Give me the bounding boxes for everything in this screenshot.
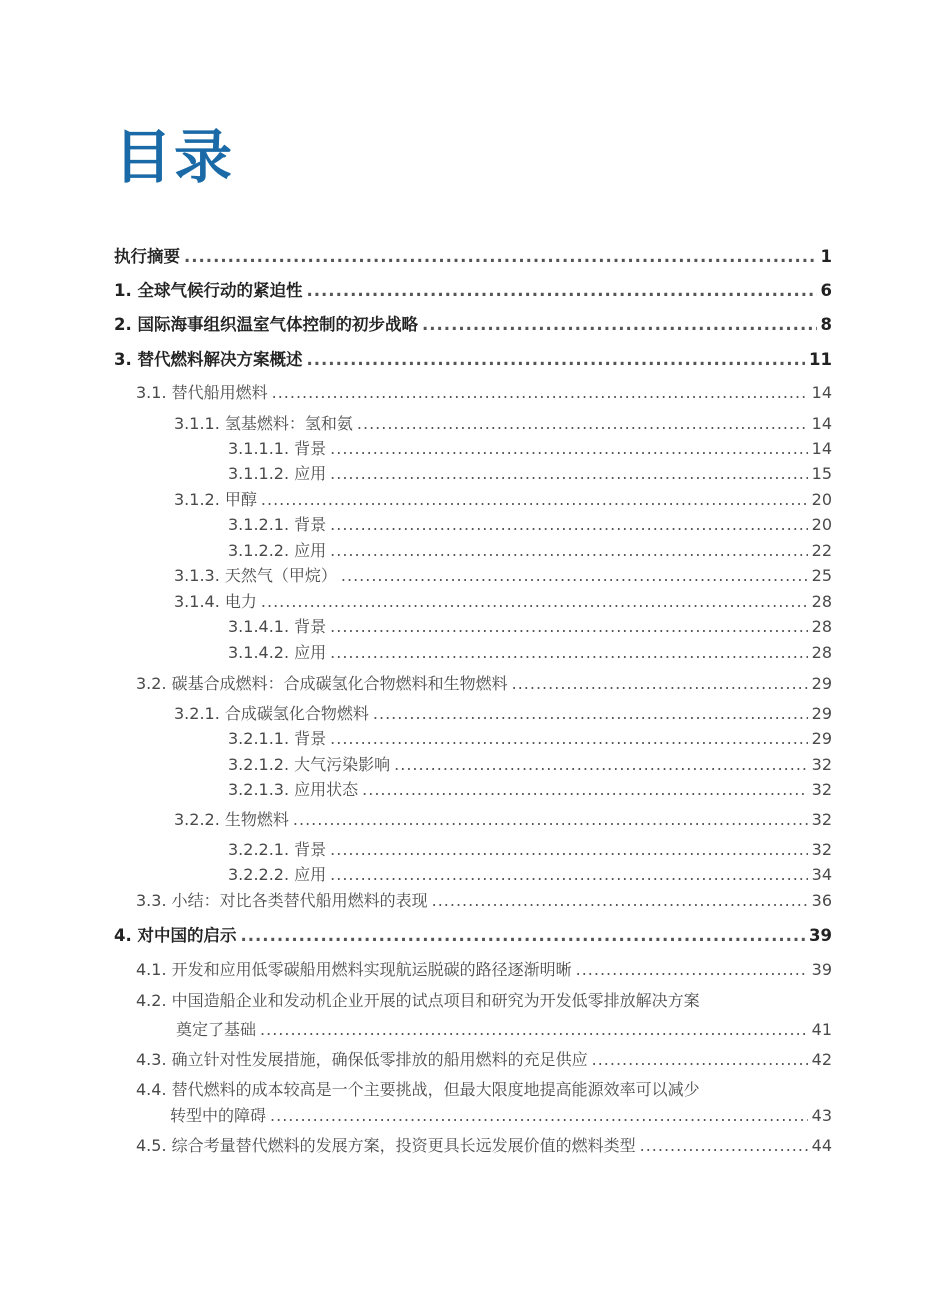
toc-leader-dots bbox=[330, 730, 807, 748]
toc-entry-page: 32 bbox=[811, 810, 832, 829]
toc-entry-label: 3.2.1.1. 背景 bbox=[228, 729, 327, 748]
toc-entry[interactable] bbox=[136, 675, 832, 693]
toc-leader-dots bbox=[432, 892, 808, 910]
toc-leader-dots bbox=[261, 491, 808, 509]
toc-entry-page: 22 bbox=[811, 541, 832, 560]
toc-leader-dots bbox=[330, 866, 807, 884]
toc-entry-label: 3.2.2. 生物燃料 bbox=[174, 810, 289, 829]
toc-entry-page: 14 bbox=[811, 383, 832, 402]
toc-entry-label: 3.2.1.3. 应用状态 bbox=[228, 780, 359, 799]
toc-entry-label: 4.3. 确立针对性发展措施，确保低零排放的船用燃料的充足供应 bbox=[136, 1050, 588, 1069]
toc-entry[interactable] bbox=[174, 705, 832, 723]
toc-entry[interactable] bbox=[228, 516, 832, 534]
toc-entry-label: 3.1.1. 氢基燃料：氢和氨 bbox=[174, 414, 353, 433]
toc-entry-page: 29 bbox=[811, 729, 832, 748]
toc-entry-page: 28 bbox=[811, 617, 832, 636]
toc-entry-label: 3.1.4.2. 应用 bbox=[228, 643, 327, 662]
toc-entry[interactable] bbox=[170, 1107, 832, 1125]
toc-leader-dots bbox=[260, 1021, 808, 1039]
toc-entry[interactable] bbox=[176, 1021, 832, 1039]
toc-entry[interactable] bbox=[228, 465, 832, 483]
toc-leader-dots bbox=[261, 593, 808, 611]
toc-entry-label[interactable]: 4.2. 中国造船企业和发动机企业开展的试点项目和研究为开发低零排放解决方案 bbox=[136, 991, 700, 1010]
toc-entry-label: 4. 对中国的启示 bbox=[114, 926, 237, 945]
toc-entry-page: 29 bbox=[811, 704, 832, 723]
toc-entry-page: 32 bbox=[811, 780, 832, 799]
toc-entry-label-continued: 转型中的障碍 bbox=[170, 1106, 267, 1125]
page-title: 目录 bbox=[114, 123, 235, 191]
toc-leader-dots bbox=[307, 351, 806, 369]
toc-entry[interactable] bbox=[228, 440, 832, 458]
toc-entry[interactable] bbox=[228, 730, 832, 748]
toc-entry-page: 20 bbox=[811, 490, 832, 509]
toc-entry-page: 32 bbox=[811, 840, 832, 859]
toc-entry-page: 39 bbox=[811, 960, 832, 979]
toc-entry[interactable] bbox=[228, 841, 832, 859]
toc-leader-dots bbox=[373, 705, 808, 723]
toc-entry-label: 1. 全球气候行动的紧迫性 bbox=[114, 281, 303, 300]
toc-leader-dots bbox=[341, 567, 808, 585]
toc-entry-page: 32 bbox=[811, 755, 832, 774]
toc-entry[interactable] bbox=[228, 781, 832, 799]
toc-entry-label: 3.1.4.1. 背景 bbox=[228, 617, 327, 636]
toc-entry[interactable] bbox=[114, 927, 832, 945]
toc-entry-label: 3.2.1. 合成碳氢化合物燃料 bbox=[174, 704, 369, 723]
toc-entry-label: 3.1.1.2. 应用 bbox=[228, 464, 327, 483]
toc-entry[interactable] bbox=[174, 567, 832, 585]
toc-leader-dots bbox=[394, 756, 807, 774]
toc-leader-dots bbox=[576, 961, 808, 979]
toc-leader-dots bbox=[330, 644, 807, 662]
toc-entry-label: 3.1.2.1. 背景 bbox=[228, 515, 327, 534]
toc-entry[interactable] bbox=[174, 415, 832, 433]
toc-entry-label: 3.1.4. 电力 bbox=[174, 592, 257, 611]
toc-entry-label: 3.1.2. 甲醇 bbox=[174, 490, 257, 509]
toc-entry-label: 2. 国际海事组织温室气体控制的初步战略 bbox=[114, 315, 418, 334]
toc-entry[interactable] bbox=[228, 618, 832, 636]
toc-entry-label: 3.2. 碳基合成燃料：合成碳氢化合物燃料和生物燃料 bbox=[136, 674, 508, 693]
toc-leader-dots bbox=[330, 516, 807, 534]
toc-entry[interactable] bbox=[228, 644, 832, 662]
toc-leader-dots bbox=[330, 542, 807, 560]
toc-leader-dots bbox=[362, 781, 807, 799]
toc-leader-dots bbox=[241, 927, 806, 945]
toc-leader-dots bbox=[293, 811, 808, 829]
toc-entry-label: 3.1.3. 天然气（甲烷） bbox=[174, 566, 337, 585]
toc-entry-page: 34 bbox=[811, 865, 832, 884]
toc-entry-page: 41 bbox=[811, 1020, 832, 1039]
toc-entry-page: 43 bbox=[811, 1106, 832, 1125]
toc-entry-label: 3.2.1.2. 大气污染影响 bbox=[228, 755, 391, 774]
toc-entry-page: 44 bbox=[811, 1136, 832, 1155]
toc-entry-label: 4.5. 综合考量替代燃料的发展方案，投资更具长远发展价值的燃料类型 bbox=[136, 1136, 636, 1155]
toc-leader-dots bbox=[272, 384, 808, 402]
toc-leader-dots bbox=[422, 316, 817, 334]
toc-entry-page: 28 bbox=[811, 592, 832, 611]
toc-leader-dots bbox=[512, 675, 808, 693]
toc-entry[interactable] bbox=[228, 756, 832, 774]
toc-entry-label: 3.3. 小结：对比各类替代船用燃料的表现 bbox=[136, 891, 428, 910]
toc-entry-page: 11 bbox=[809, 350, 832, 369]
toc-entry-label: 3. 替代燃料解决方案概述 bbox=[114, 350, 303, 369]
toc-entry-label-continued: 奠定了基础 bbox=[176, 1020, 257, 1039]
toc-entry[interactable] bbox=[114, 351, 832, 369]
toc-entry[interactable] bbox=[114, 282, 832, 300]
toc-entry-page: 14 bbox=[811, 439, 832, 458]
toc-entry-label: 4.1. 开发和应用低零碳船用燃料实现航运脱碳的路径逐渐明晰 bbox=[136, 960, 572, 979]
toc-leader-dots bbox=[270, 1107, 808, 1125]
toc-entry-page: 36 bbox=[811, 891, 832, 910]
toc-entry-page: 20 bbox=[811, 515, 832, 534]
toc-leader-dots bbox=[184, 248, 817, 266]
toc-leader-dots bbox=[307, 282, 817, 300]
toc-entry-label[interactable]: 4.4. 替代燃料的成本较高是一个主要挑战，但最大限度地提高能源效率可以减少 bbox=[136, 1080, 700, 1099]
toc-entry-page: 15 bbox=[811, 464, 832, 483]
toc-entry-page: 6 bbox=[820, 281, 832, 300]
toc-entry-label: 3.1. 替代船用燃料 bbox=[136, 383, 268, 402]
toc-entry[interactable] bbox=[174, 593, 832, 611]
toc-entry-label: 执行摘要 bbox=[114, 247, 180, 266]
toc-entry-page: 28 bbox=[811, 643, 832, 662]
toc-entry[interactable] bbox=[136, 1051, 832, 1069]
toc-entry-page: 25 bbox=[811, 566, 832, 585]
toc-leader-dots bbox=[330, 440, 807, 458]
toc-entry-label: 3.2.2.2. 应用 bbox=[228, 865, 327, 884]
toc-entry[interactable] bbox=[136, 961, 832, 979]
toc-entry-page: 29 bbox=[811, 674, 832, 693]
toc-entry[interactable] bbox=[136, 892, 832, 910]
toc-entry-label: 3.2.2.1. 背景 bbox=[228, 840, 327, 859]
toc-entry-label: 3.1.2.2. 应用 bbox=[228, 541, 327, 560]
toc-entry-page: 39 bbox=[809, 926, 832, 945]
toc-entry-label: 3.1.1.1. 背景 bbox=[228, 439, 327, 458]
toc-leader-dots bbox=[592, 1051, 808, 1069]
toc-entry[interactable] bbox=[136, 1137, 832, 1155]
toc-leader-dots bbox=[330, 841, 807, 859]
toc-entry[interactable] bbox=[136, 384, 832, 402]
toc-entry-page: 14 bbox=[811, 414, 832, 433]
toc-entry-page: 8 bbox=[820, 315, 832, 334]
toc-entry[interactable] bbox=[174, 811, 832, 829]
toc-entry[interactable] bbox=[228, 866, 832, 884]
toc-entry[interactable] bbox=[114, 316, 832, 334]
toc-leader-dots bbox=[357, 415, 808, 433]
toc-entry-page: 42 bbox=[811, 1050, 832, 1069]
toc-entry[interactable] bbox=[174, 491, 832, 509]
toc-leader-dots bbox=[330, 465, 807, 483]
toc-entry[interactable] bbox=[114, 248, 832, 266]
toc-entry[interactable] bbox=[228, 542, 832, 560]
toc-leader-dots bbox=[640, 1137, 808, 1155]
toc-leader-dots bbox=[330, 618, 807, 636]
toc-entry-page: 1 bbox=[820, 247, 832, 266]
